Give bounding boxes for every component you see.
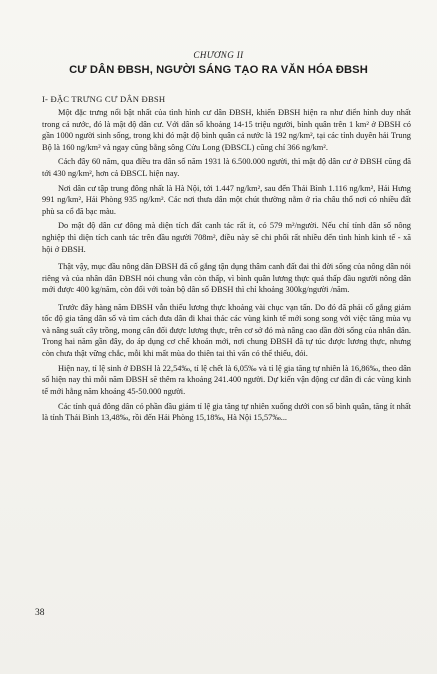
paragraph: Nơi dân cư tập trung đông nhất là Hà Nội, tới 1.447 ng/km², sau đến Thái Bình 1.116 ng/km², Hải Hưng 991 ng/km², Hải Phòng 935 ng/km². Các nơi thưa dân một chút thường nằm ở rìa châu thổ nơi có nhiều đất phù sa cổ đã bạc màu. bbox=[42, 183, 411, 216]
paragraph: Một đặc trưng nổi bật nhất của tình hình cư dân ĐBSH, khiến ĐBSH hiện ra như điển hình duy nhất trong cả nước, đó là mật độ dân cư. Với dân số khoảng 14-15 triệu người, bình quân trên 1 km² ở ĐBSH có gần 1000 người sinh sống, trong khi đó mật độ bình quân cả nước là 192 ng/km², tại các tỉnh duyên hải Trung Bộ là 160 ng/km² và ngay cũng bằng sông Cửu Long (ĐBSCL) cũng chỉ 366 ng/km². bbox=[42, 108, 411, 152]
section-heading: I- ĐẶC TRƯNG CƯ DÂN ĐBSH bbox=[42, 94, 166, 104]
paragraph: Thật vậy, mục đầu nông dân ĐBSH đã cố gắng tận dụng thâm canh đất đai thì đời sống của nông dân nói riêng và của nhân dân ĐBSH nói chung vẫn còn thấp, vì bình quân lương thực quá thấp đầu người nông dân mới được 400 kg/năm, còn đối với toàn bộ dân số ĐBSH thì chỉ khoảng 300kg/người /năm. bbox=[42, 262, 411, 295]
chapter-label: CHƯƠNG II bbox=[193, 50, 244, 60]
paragraph: Các tỉnh quá đông dân có phần đầu giảm tỉ lệ gia tăng tự nhiên xuống dưới con số bình quân, tăng ít nhất là tỉnh Thái Bình 13,48‰, rồi đến Hải Phòng 15,18‰, Hà Nội 15,57‰... bbox=[42, 401, 411, 423]
paragraph: Cách đây 60 năm, qua điều tra dân số năm 1931 là 6.500.000 người, thì mật độ dân cư ở ĐBSH cũng đã tới 430 ng/km², hơn cả ĐBSCL hiện nay. bbox=[42, 157, 411, 178]
paragraph: Trước đây hàng năm ĐBSH vẫn thiếu lương thực khoảng vài chục vạn tấn. Do đó đã phải cố gắng giảm tốc độ gia tăng dân số và tìm cách đưa dân đi khai thác các vùng kinh tế mới song song với việc tăng mùa vụ và nâng suất cây trồng, mong cân đối được lương thực, trên cơ sở đó mà nâng cao dần đời sống của nhân dân. Trong hai năm gần đây, do áp dụng cơ chế khoán mới, nơi chung ĐBSH đã tự túc được lương thực, nhưng còn chưa thật vững chắc, mỗi khi mất mùa do thiên tai thì vấn có thể thiếu, đói. bbox=[42, 302, 411, 358]
paragraph: Do mật độ dân cư đông mà diện tích đất canh tác rất ít, có 579 m²/người. Nếu chỉ tính dân số nông nghiệp thì diện tích canh tác trên đầu người 708m², điều này sẽ chi phối rất nhiều đến tình hình kinh tế - xã hội ở ĐBSH. bbox=[42, 221, 411, 254]
body-text bbox=[42, 107, 411, 427]
paragraph: Hiện nay, tỉ lệ sinh ở ĐBSH là 22,54‰, tỉ lệ chết là 6,05‰ và tỉ lệ gia tăng tự nhiên là 16,86‰, theo dân số hiện nay thì mỗi năm ĐBSH sẽ thêm ra khoảng 241.400 người. Dự kiến vận động cư dân đi các vùng kinh tế mới hằng năm khoảng 45-50.000 người. bbox=[42, 363, 411, 396]
chapter-title: CƯ DÂN ĐBSH, NGƯỜI SÁNG TẠO RA VĂN HÓA ĐBSH bbox=[69, 64, 368, 76]
page-number: 38 bbox=[35, 608, 45, 618]
